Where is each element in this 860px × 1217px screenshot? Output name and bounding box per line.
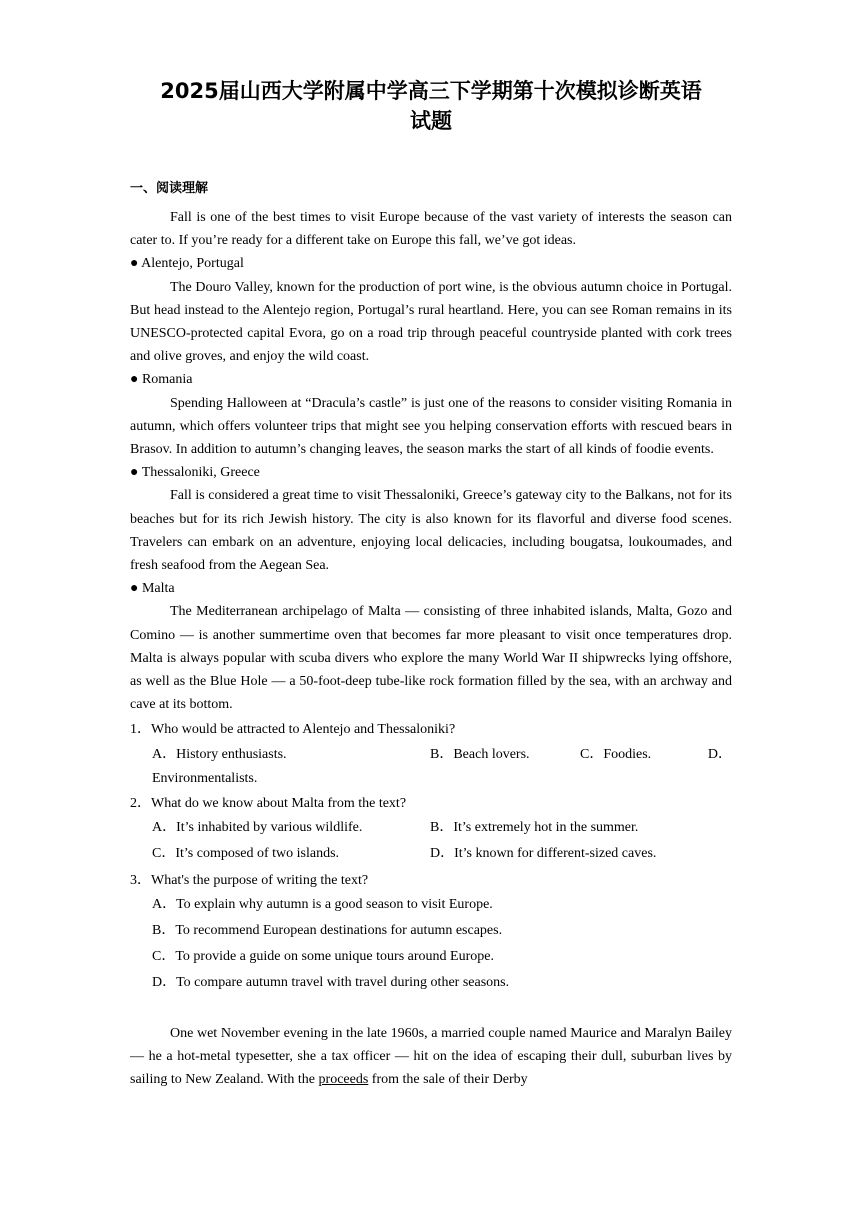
option-b: B．To recommend European destinations for autumn escapes. <box>152 923 503 939</box>
question-1 <box>130 718 732 789</box>
question-options <box>130 742 732 790</box>
passage-2 <box>130 1022 732 1092</box>
document-page <box>130 76 732 1092</box>
passage-intro: Fall is one of the best times to visit Europe because of the vast variety of interests the season can cater to. If you’re ready for a different take on Europe this fall, we’ve got ideas. <box>130 210 732 249</box>
destination-heading-romania: ● Romania <box>130 372 193 388</box>
option-d: D．It’s known for different-sized caves. <box>430 845 657 861</box>
question-3 <box>130 869 732 996</box>
passage-2-paragraph <box>130 1022 732 1092</box>
destination-heading-thessaloniki: ● Thessaloniki, Greece <box>130 465 260 481</box>
option-c: C．Foodies. <box>580 746 652 762</box>
option-d-letter: D． <box>707 746 732 762</box>
passage-2-text-before: One wet November evening in the late 1960s, a married couple named Maurice and Maralyn Bailey — he a hot-metal typesetter, she a tax officer — hit on the idea of escaping their dull, suburban lives by sailing to New Zealand. With the <box>130 1026 732 1088</box>
title-line-1: 2025届山西大学附属中学高三下学期第十次模拟诊断英语 <box>160 79 702 103</box>
passage-2-text-after: from the sale of their Derby <box>368 1072 528 1088</box>
question-stem: 2．What do we know about Malta from the text? <box>130 795 407 811</box>
section-heading: 一、阅读理解 <box>130 181 209 196</box>
document-title <box>130 76 732 136</box>
option-b: B．Beach lovers. <box>430 746 530 762</box>
question-options <box>130 815 732 867</box>
option-a: A．History enthusiasts. <box>152 746 287 762</box>
destination-heading-malta: ● Malta <box>130 581 175 597</box>
question-stem: 1．Who would be attracted to Alentejo and Thessaloniki? <box>130 722 456 738</box>
destination-text-malta: The Mediterranean archipelago of Malta — consisting of three inhabited islands, Malta, Gozo and Comino — is another summertime oven that becomes far more pleasant to visit once temperatures drop. Malta is always popular with scuba divers who explore the many World War II shipwrecks lying offshore, as well as the Blue Hole — a 50-foot-deep tube-like rock formation filled by the sea, with an archway and cave at its bottom. <box>130 604 732 713</box>
underlined-word: proceeds <box>318 1072 369 1088</box>
option-b: B．It’s extremely hot in the summer. <box>430 819 639 835</box>
destination-heading-alentejo: ● Alentejo, Portugal <box>130 256 244 272</box>
question-options <box>130 892 732 996</box>
option-a: A．To explain why autumn is a good season to visit Europe. <box>152 897 493 913</box>
option-d-text: Environmentalists. <box>152 770 258 786</box>
title-line-2: 试题 <box>410 109 452 133</box>
destination-text-thessaloniki: Fall is considered a great time to visit Thessaloniki, Greece’s gateway city to the Balkans, not for its beaches but for its rich Jewish history. The city is also known for its flavorful and diverse food scenes. Travelers can embark on an adventure, enjoying local delicacies, including bougatsa, loukoumades, and fresh seafood from the Aegean Sea. <box>130 488 732 574</box>
passage-1 <box>130 206 732 716</box>
option-d: D．To compare autumn travel with travel during other seasons. <box>152 975 510 991</box>
option-a: A．It’s inhabited by various wildlife. <box>152 819 363 835</box>
option-c: C．It’s composed of two islands. <box>152 845 340 861</box>
question-2 <box>130 792 732 867</box>
destination-text-romania: Spending Halloween at “Dracula’s castle” is just one of the reasons to consider visiting Romania in autumn, which offers volunteer trips that might see you helping conservation efforts with rescued bears in Brasov. In addition to autumn’s changing leaves, the season marks the start of all kinds of foodie events. <box>130 395 732 458</box>
option-c: C．To provide a guide on some unique tours around Europe. <box>152 949 494 965</box>
question-stem: 3．What's the purpose of writing the text? <box>130 872 369 888</box>
destination-text-alentejo: The Douro Valley, known for the production of port wine, is the obvious autumn choice in Portugal. But head instead to the Alentejo region, Portugal’s rural heartland. Here, you can see Roman remains in its UNESCO-protected capital Evora, go on a road trip through peaceful countryside planted with cork trees and olive groves, and enjoy the wild coast. <box>130 279 732 365</box>
